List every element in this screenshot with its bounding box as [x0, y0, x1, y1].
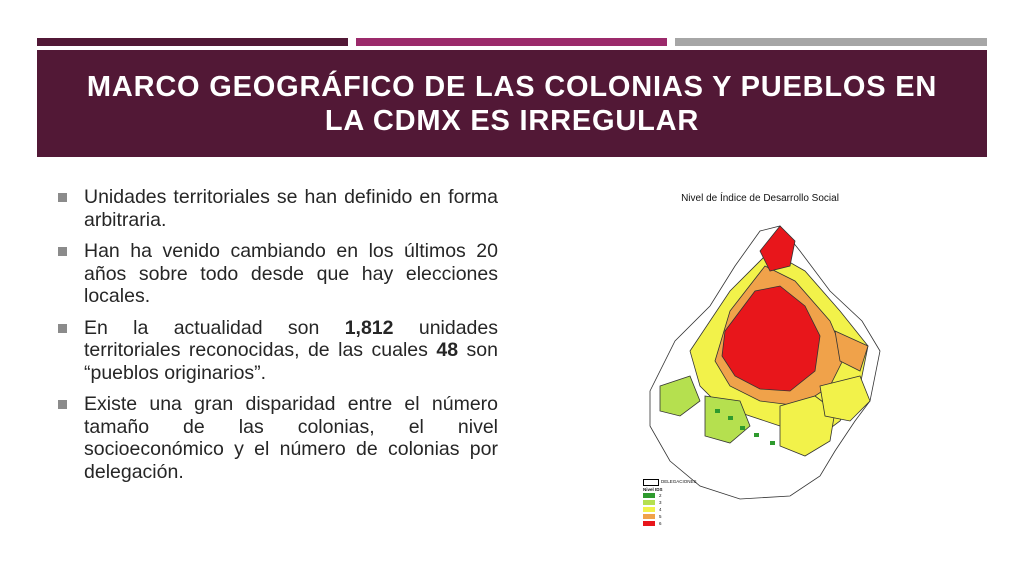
accent-bar-middle [356, 38, 667, 46]
bullet-marker-icon [58, 324, 67, 333]
legend-level-label: 4 [659, 507, 662, 512]
map-region-level-2 [728, 416, 733, 420]
legend-swatch [643, 521, 655, 526]
map-regions [650, 226, 880, 499]
title-band [37, 50, 987, 157]
map-graphic [630, 211, 890, 511]
legend-level-label: 3 [659, 500, 662, 505]
bullet-marker-icon [58, 400, 67, 409]
bullet-marker-icon [58, 193, 67, 202]
bullet-emphasis: 48 [436, 339, 459, 361]
bullet-text: En la actualidad son [84, 316, 345, 339]
legend-swatch [643, 500, 655, 505]
legend-boundary-swatch [643, 479, 659, 486]
map-title: Nivel de Índice de Desarrollo Social [681, 193, 839, 204]
accent-bar-right [675, 38, 987, 46]
bullet-item [58, 393, 498, 483]
bullet-item [58, 317, 498, 385]
bullet-marker-icon [58, 247, 67, 256]
bullet-text: unidades territoriales reconocidas, de las cuales [84, 316, 498, 361]
slide-title: MARCO GEOGRÁFICO DE LAS COLONIAS Y PUEBLOS EN LA CDMX ES IRREGULAR [86, 70, 938, 137]
bullet-emphasis: 1,812 [344, 316, 394, 339]
bullet-item [58, 186, 498, 231]
map-region-level-2 [715, 409, 720, 413]
legend-swatch [643, 507, 655, 512]
legend-swatch [643, 493, 655, 498]
legend-swatch [643, 514, 655, 519]
bullet-text: son “pueblos originarios”. [84, 339, 498, 384]
legend-level-label: 2 [659, 493, 662, 498]
legend-level-label: 5 [659, 514, 662, 519]
bullet-text: Han ha venido cambiando en los últimos 20 años sobre todo desde que hay elecciones locales. [84, 240, 498, 307]
bullet-list [58, 186, 498, 492]
legend-boundary-label: DELEGACIONES [661, 479, 697, 484]
legend-scale-title: Nivel IDS [643, 487, 663, 492]
bullet-item [58, 240, 498, 308]
map-region-level-2 [770, 441, 775, 445]
map-region-level-2 [754, 433, 759, 437]
bullet-text: Unidades territoriales se han definido en forma arbitraria. [84, 186, 498, 231]
map-figure [630, 186, 890, 536]
map-region-level-2 [740, 426, 745, 430]
legend-level-label: 6 [659, 521, 662, 526]
accent-bar-left [37, 38, 348, 46]
bullet-text: Existe una gran disparidad entre el número tamaño de las colonias, el nivel socioeconómico y el número de colonias por delegación. [84, 393, 498, 483]
